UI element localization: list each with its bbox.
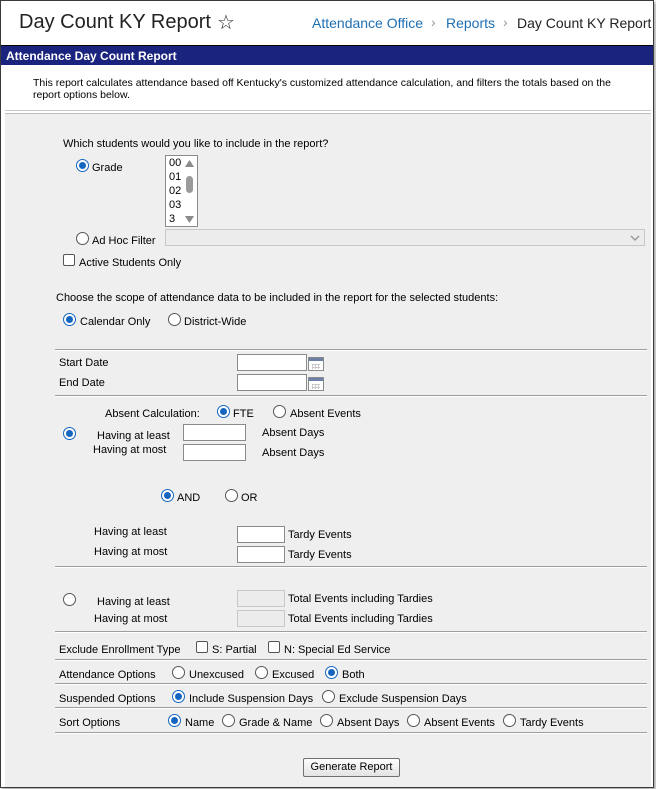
divider (55, 566, 647, 568)
excused-label: Excused (272, 669, 315, 681)
absent-days-min-input[interactable] (183, 424, 246, 441)
sort-options-label: Sort Options (59, 717, 121, 729)
start-date-label: Start Date (59, 357, 109, 369)
absent-days-criteria-radio[interactable] (63, 427, 76, 440)
sort-absent-events-label: Absent Events (424, 717, 495, 729)
grade-listbox[interactable] (165, 155, 198, 227)
tardy-at-least-label: Having at least (94, 526, 167, 538)
fte-radio[interactable] (217, 405, 230, 418)
total-events-min-input[interactable] (237, 590, 285, 607)
district-wide-radio[interactable] (168, 313, 181, 326)
grade-option[interactable]: 03 (169, 199, 182, 211)
total-events-radio[interactable] (63, 593, 76, 606)
or-label: OR (241, 492, 258, 504)
active-students-checkbox[interactable] (63, 254, 75, 266)
students-question: Which students would you like to include in the report? (63, 138, 329, 150)
favorite-star-icon[interactable]: ☆ (217, 12, 235, 34)
report-description: This report calculates attendance based off Kentucky's customized attendance calculation, and filters the totals based on the report options below. (33, 77, 611, 101)
unexcused-radio[interactable] (172, 666, 185, 679)
end-date-label: End Date (59, 377, 105, 389)
breadcrumb-separator-icon: › (503, 14, 508, 30)
generate-report-button[interactable]: Generate Report (303, 758, 400, 777)
absent-calculation-label: Absent Calculation: (105, 408, 200, 420)
tardy-events-label: Tardy Events (288, 529, 352, 541)
exclude-suspension-label: Exclude Suspension Days (339, 693, 467, 705)
calendar-icon[interactable] (308, 357, 324, 371)
partial-label: S: Partial (212, 644, 257, 656)
sort-tardy-events-label: Tardy Events (520, 717, 584, 729)
district-wide-label: District-Wide (184, 316, 247, 328)
partial-checkbox[interactable] (196, 641, 208, 653)
divider (55, 732, 647, 734)
scope-question: Choose the scope of attendance data to be included in the report for the selected students: (56, 292, 499, 304)
calendar-only-label: Calendar Only (80, 316, 151, 328)
sort-tardy-events-radio[interactable] (503, 714, 516, 727)
include-suspension-label: Include Suspension Days (189, 693, 314, 705)
attendance-options-label: Attendance Options (59, 669, 156, 681)
grade-option[interactable]: 3 (169, 213, 176, 225)
divider (55, 349, 647, 351)
both-radio[interactable] (325, 666, 338, 679)
tardy-events-min-input[interactable] (237, 526, 285, 543)
breadcrumb-current: Day Count KY Report (517, 15, 652, 31)
sort-grade-name-radio[interactable] (222, 714, 235, 727)
end-date-input[interactable] (237, 374, 307, 391)
both-label: Both (342, 669, 365, 681)
adhoc-filter-select[interactable] (165, 229, 645, 246)
total-events-max-input[interactable] (237, 610, 285, 627)
listbox-scrollbar[interactable] (183, 158, 196, 225)
total-at-least-label: Having at least (97, 596, 170, 608)
absent-at-least-label: Having at least (97, 430, 170, 442)
include-suspension-radio[interactable] (172, 690, 185, 703)
absent-at-most-label: Having at most (93, 444, 167, 456)
absent-days-label: Absent Days (262, 447, 325, 459)
absent-events-radio[interactable] (273, 405, 286, 418)
and-radio[interactable] (161, 489, 174, 502)
divider (55, 683, 647, 685)
sort-absent-events-radio[interactable] (407, 714, 420, 727)
adhoc-filter-radio[interactable] (76, 232, 89, 245)
tardy-events-label: Tardy Events (288, 549, 352, 561)
divider (55, 659, 647, 661)
absent-days-max-input[interactable] (183, 444, 246, 461)
fte-label: FTE (233, 408, 254, 420)
divider (55, 631, 647, 633)
excused-radio[interactable] (255, 666, 268, 679)
chevron-down-icon (630, 234, 640, 242)
sort-absent-days-label: Absent Days (337, 717, 400, 729)
section-title: Attendance Day Count Report (1, 45, 654, 65)
unexcused-label: Unexcused (189, 669, 245, 681)
special-ed-checkbox[interactable] (268, 641, 280, 653)
sort-absent-days-radio[interactable] (320, 714, 333, 727)
breadcrumb-attendance-office[interactable]: Attendance Office (312, 15, 424, 31)
and-label: AND (177, 492, 201, 504)
absent-days-label: Absent Days (262, 427, 325, 439)
exclude-enrollment-label: Exclude Enrollment Type (59, 644, 181, 656)
grade-option[interactable]: 01 (169, 171, 182, 183)
special-ed-label: N: Special Ed Service (284, 644, 391, 656)
total-events-label: Total Events including Tardies (288, 613, 433, 625)
or-radio[interactable] (225, 489, 238, 502)
total-events-label: Total Events including Tardies (288, 593, 433, 605)
start-date-input[interactable] (237, 354, 307, 371)
adhoc-filter-label: Ad Hoc Filter (92, 235, 156, 247)
grade-label: Grade (92, 162, 123, 174)
breadcrumb-reports[interactable]: Reports (446, 15, 496, 31)
absent-events-label: Absent Events (290, 408, 361, 420)
exclude-suspension-radio[interactable] (322, 690, 335, 703)
breadcrumb-separator-icon: › (431, 14, 436, 30)
divider (55, 707, 647, 709)
grade-option[interactable]: 00 (169, 157, 182, 169)
divider (55, 395, 647, 397)
calendar-icon[interactable] (308, 377, 324, 391)
tardy-events-max-input[interactable] (237, 546, 285, 563)
total-at-most-label: Having at most (94, 613, 168, 625)
calendar-only-radio[interactable] (63, 313, 76, 326)
sort-grade-name-label: Grade & Name (239, 717, 313, 729)
grade-option[interactable]: 02 (169, 185, 182, 197)
grade-radio[interactable] (76, 159, 89, 172)
active-students-label: Active Students Only (79, 257, 182, 269)
sort-name-radio[interactable] (168, 714, 181, 727)
sort-name-label: Name (185, 717, 215, 729)
tardy-at-most-label: Having at most (94, 546, 168, 558)
suspended-options-label: Suspended Options (59, 693, 156, 705)
page-title: Day Count KY Report (19, 11, 211, 33)
